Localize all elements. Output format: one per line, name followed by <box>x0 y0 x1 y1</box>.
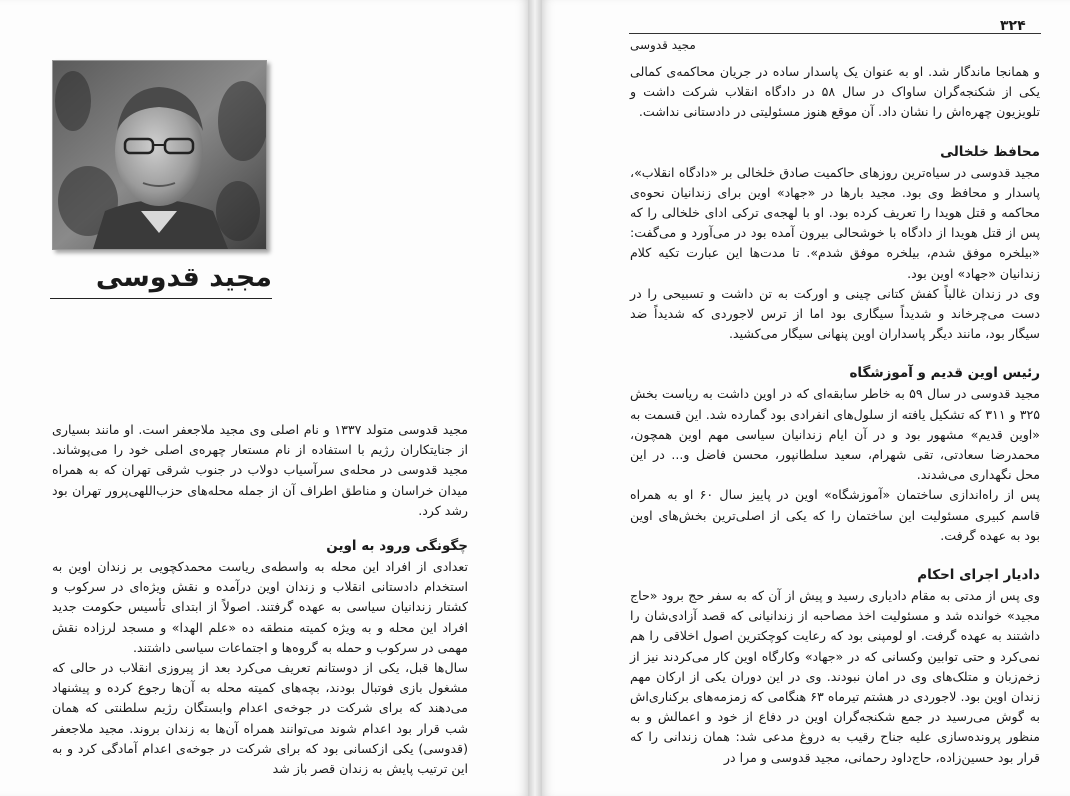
body-paragraph: سال‌ها قبل، یکی از دوستانم تعریف می‌کرد بعد از پیروزی انقلاب در حالی که مشغول بازی فوتبال بودند، بچه‌های کمیته محله به آن‌ها رجوع کرده و پیشنهاد می‌دهند که برای شرکت در جوخه‌ی اعدام وابستگان رژیم سلطنتی که همان شب قرار بود اعدام شوند می‌توانند همراه آن‌ها به زندان بروند. مجید ملاجعفر (قدوسی) یکی ازکسانی بود که برای شرکت در جوخه‌ی اعدام آمادگی کرد و به این ترتیب پایش به زندان قصر باز شد <box>52 660 468 777</box>
body-paragraph: مجید قدوسی در سال ۵۹ به خاطر سابقه‌ای که در اوین داشت به ریاست بخش ۳۲۵ و ۳۱۱ که تشکیل یافته از سلول‌های انفرادی بود گمارده شد. این قسمت به «اوین قدیم» مشهور بود و در آن ایام زندانیان سیاسی مهم اوین همچون، محمدرضا سعادتی، تقی شهرام، سعید سلطانپور، محسن فاضل و... در این محل نگهداری می‌شدند. <box>630 386 1040 483</box>
left-column-text <box>52 420 468 779</box>
body-paragraph: وی پس از مدتی به مقام دادیاری رسید و پیش از آن که به سفر حج برود «حاج مجید» خوانده شد و مسئولیت اخذ مصاحبه از زندانیانی که قصد آزادی‌شان را داشتند به عهده گرفت. او لومپنی بود که رعایت کوچکترین اصول اخلاقی را هم نمی‌کرد و حتی توابین وکسانی که در «جهاد» وکارگاه اوین کار می‌کردند نیز از زخم‌زبان و متلک‌های وی در امان نبودند. وی در این دوران یکی از ارکان مهم زندان اوین بود. لاجوردی در هشتم تیرماه ۶۳ هنگامی که زمزمه‌های برکناری‌اش به گوش می‌رسید در جمع شکنجه‌گران اوین در دفاع از خود و اعمالش و به منظور پرونده‌سازی علیه جناح رقیب به دروغ مدعی شد: همان زندانی را که قرار بود حسین‌زاده، حاج‌داود رحمانی، مجید قدوسی و مرا در <box>630 588 1040 765</box>
opening-paragraph: و همانجا ماندگار شد. او به عنوان یک پاسدار ساده در جریان محاکمه‌ی کمالی یکی از شکنجه‌گران ساواک در سال ۵۸ در دادگاه انقلاب شرکت داشت و تلویزیون چهره‌اش را نشان داد. آن موقع هنوز مسئولیتی در دادستانی نداشت. <box>630 64 1040 120</box>
bio-name-title: مجید قدوسی <box>50 258 272 299</box>
body-paragraph: وی در زندان غالباً کفش کتانی چینی و اورکت به تن داشت و تسبیحی را در دست می‌چرخاند و شدیداً سیگاری بود اما از ترس لاجوردی که شدیداً ضد سیگار بود، مانند دیگر پاسداران اوین پنهانی سیگار می‌کشید. <box>630 285 1040 342</box>
body-paragraph: پس از راه‌اندازی ساختمان «آموزشگاه» اوین در پاییز سال ۶۰ او به همراه قاسم کبیری مسئولیت این ساختمان را که یکی از اصلی‌ترین بخش‌های اوین بود به عهده گرفت. <box>630 487 1040 543</box>
body-paragraph: مجید قدوسی در سیاه‌ترین روزهای حاکمیت صادق خلخالی بر «دادگاه انقلاب»، پاسدار و محافظ وی بود. مجید بارها در «جهاد» اوین برای زندانیان نحوه‌ی محاکمه و قتل هویدا را تعریف کرده بود. او با لهجه‌ی ترکی ادای خلخالی را که پس از قتل هویدا از دادگاه با خوشحالی بیرون آمده بود در می‌آورد و می‌گفت: «بیلخره موفق شدم، بیلخره موفق شدم». تا مدت‌ها این عبارت تکیه کلام زندانیان «جهاد» اوین بود. <box>630 164 1040 281</box>
book-gutter <box>528 0 542 796</box>
section-heading-bodyguard: محافظ خلخالی <box>940 143 1040 160</box>
section-heading-prosecutor: دادیار اجرای احکام <box>917 567 1040 584</box>
portrait-photo <box>52 60 267 250</box>
page-number: ۳۲۴ <box>1000 18 1026 34</box>
intro-paragraph: مجید قدوسی متولد ۱۳۳۷ و نام اصلی وی مجید ملاجعفر است. او مانند بسیاری از جنایتکاران رژیم با استفاده از نام مستعار چهره‌ی اصلی خود را می‌پوشاند. مجید قدوسی در محله‌ی سرآسیاب دولاب در جنوب شرقی تهران که به همراه میدان خراسان و مناطق اطراف آن از جمله محله‌های حزب‌اللهی‌پرور تهران بود رشد کرد. <box>52 422 469 518</box>
portrait-image <box>53 61 266 249</box>
running-head: مجید قدوسی <box>630 38 696 52</box>
section-heading-evin-head: رئیس اوین قدیم و آموزشگاه <box>849 365 1040 382</box>
left-page <box>0 0 528 796</box>
section-heading: چگونگی ورود به اوین <box>326 538 468 555</box>
right-column-text <box>630 62 1040 768</box>
body-paragraph: تعدادی از افراد این محله به واسطه‌ی ریاست محمدکچویی بر زندان اوین به استخدام دادستانی انقلاب و زندان اوین درآمده و نقش ویژه‌ای در سرکوب و کشتار زندانیان سیاسی به عهده گرفتند. اصولاً از ابتدای تأسیس حکومت جدید افراد این محله و به ویژه کمیته منطقه ده «علم الهدا» و مسجد لرزاده نقش مهمی در سرکوب و حمله به گروه‌ها و اجتماعات سیاسی داشتند. <box>52 559 468 655</box>
header-rule <box>629 33 1041 34</box>
